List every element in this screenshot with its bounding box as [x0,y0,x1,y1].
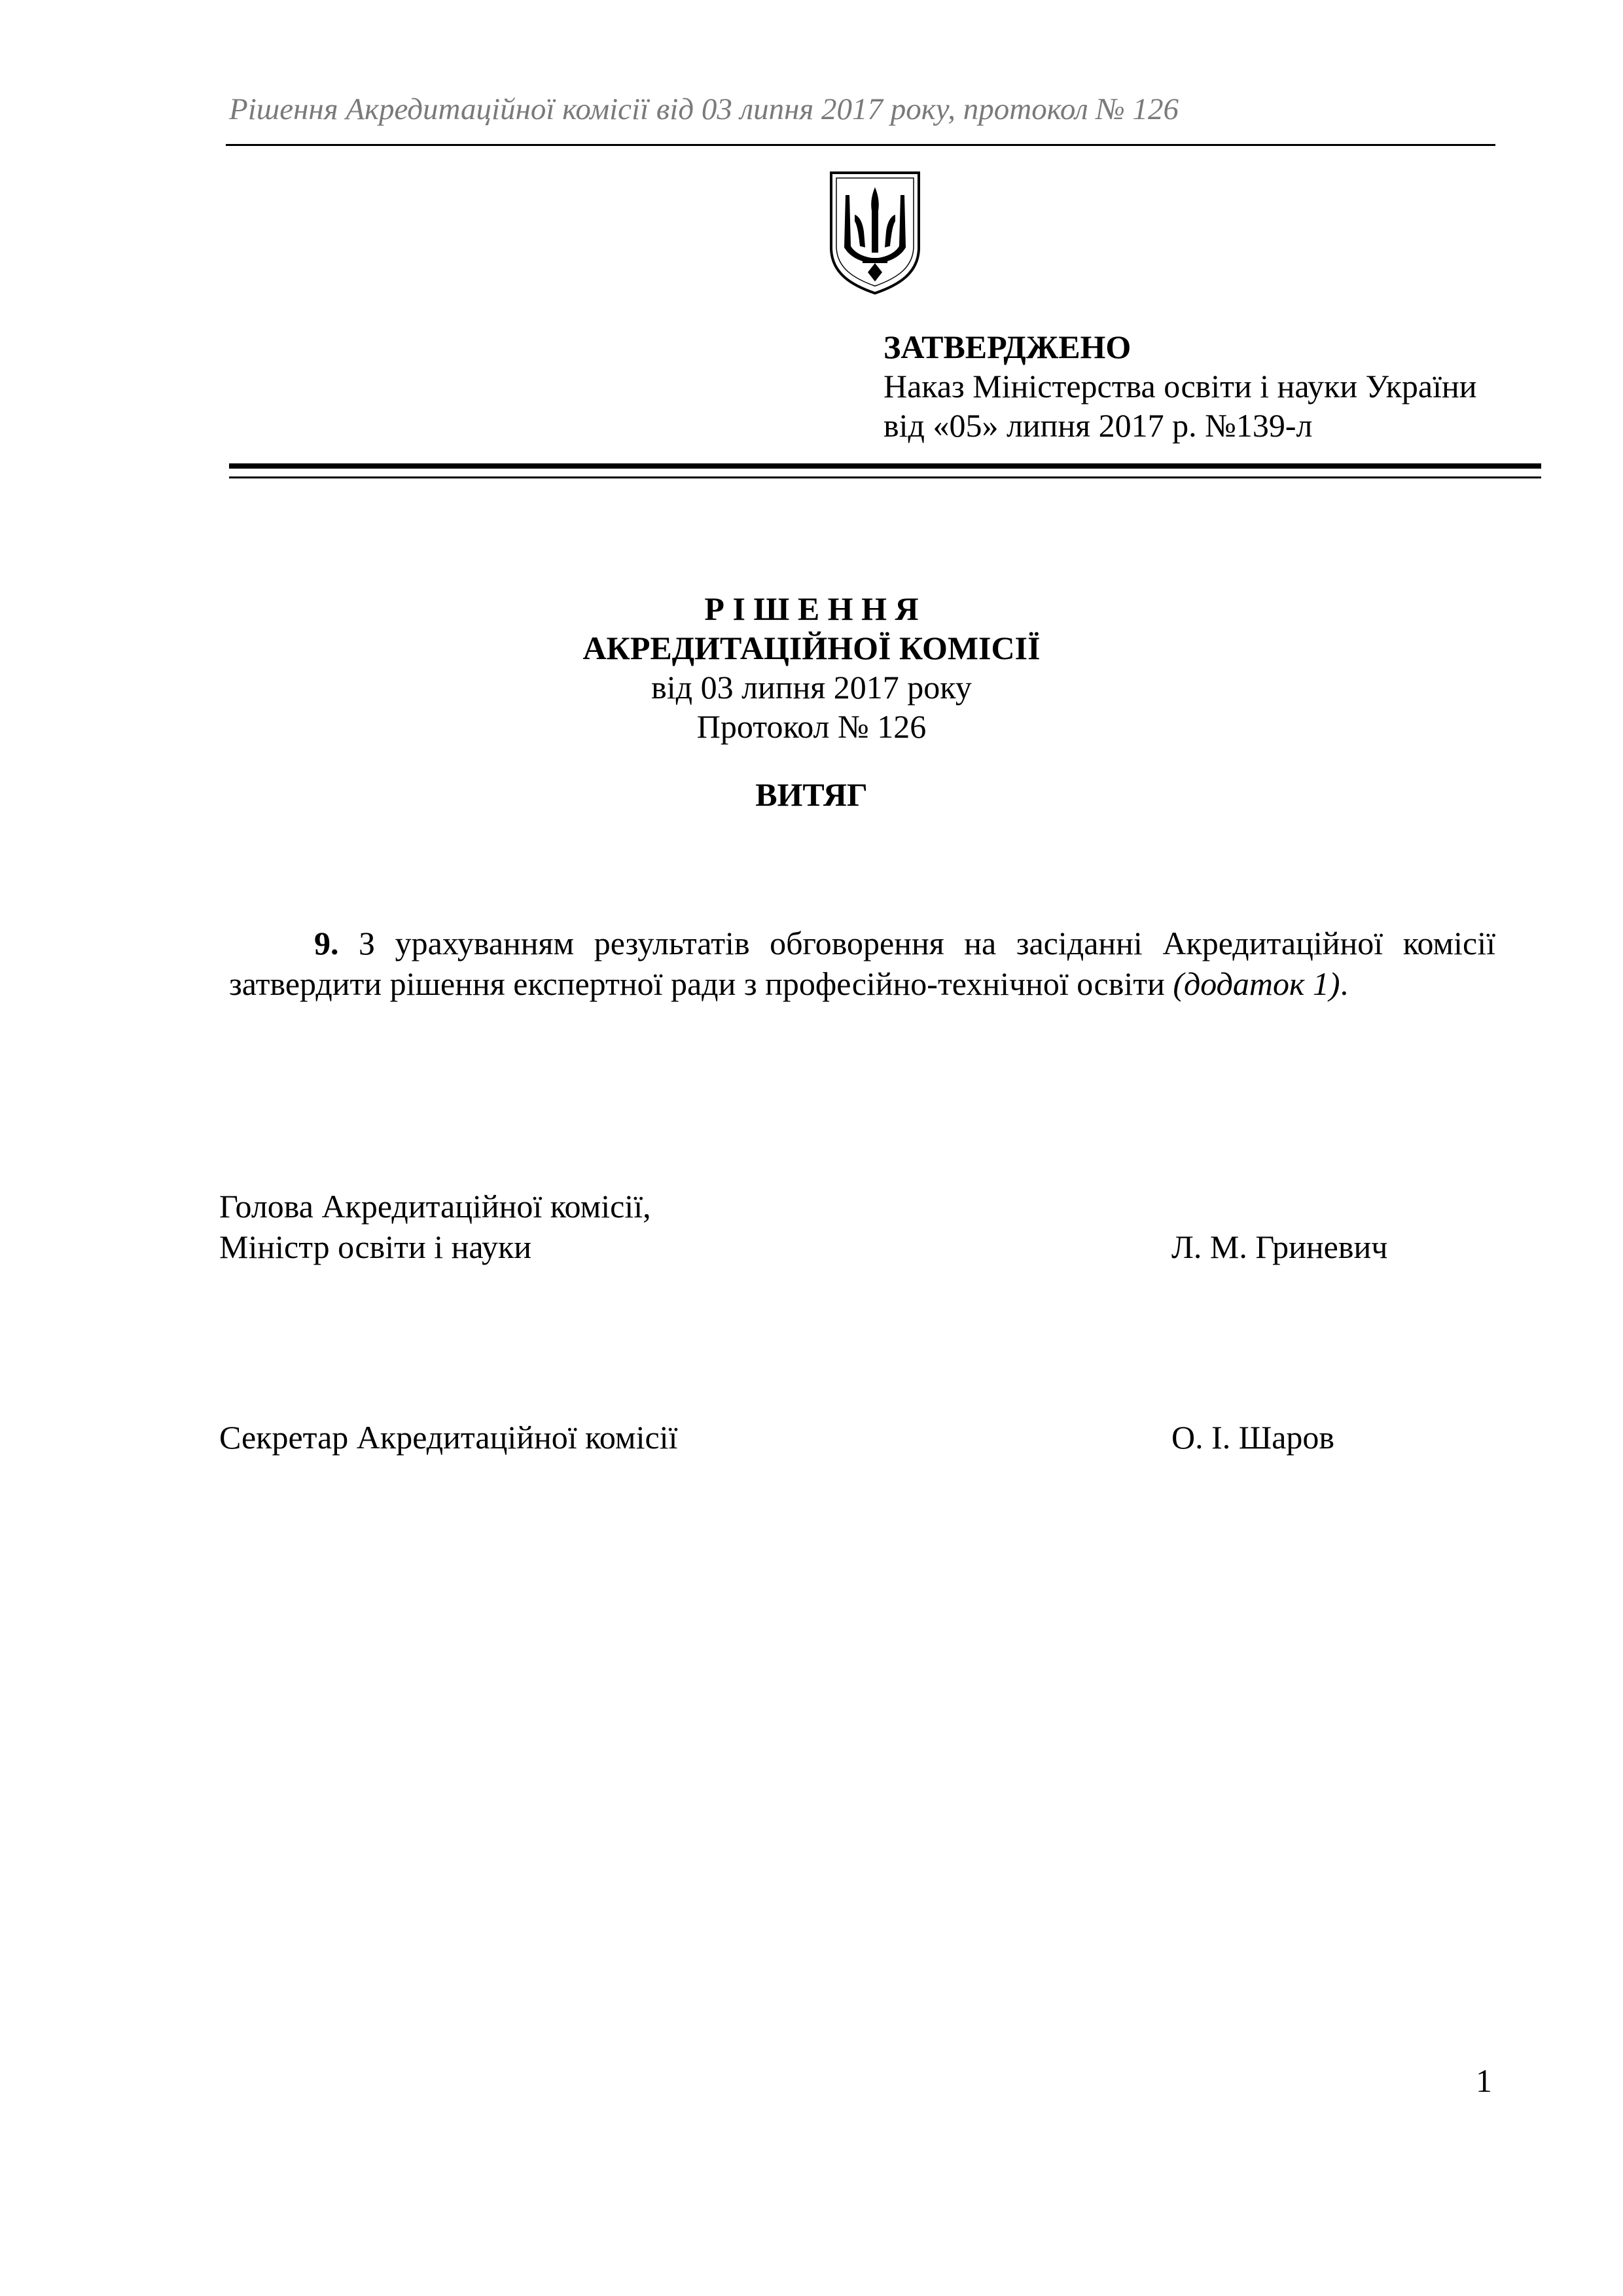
double-divider-thick [229,463,1541,469]
approval-title: ЗАТВЕРДЖЕНО [883,329,1132,365]
paragraph-annex: (додаток 1) [1173,965,1340,1002]
approval-date-line: від «05» липня 2017 р. №139-л [883,407,1313,444]
chair-name: Л. М. Гриневич [1171,1229,1388,1265]
decision-heading: Р І Ш Е Н Н Я [704,590,919,627]
approval-stamp-block [883,327,1477,445]
decision-heading-block [0,589,1623,746]
header-divider [226,144,1495,146]
running-header: Рішення Акредитаційної комісії від 03 липня 2017 року, протокол № 126 [229,92,1179,126]
decision-protocol: Протокол № 126 [696,708,927,745]
decision-body: АКРЕДИТАЦІЙНОЇ КОМІСІЇ [582,630,1041,666]
decision-paragraph [229,923,1495,1004]
secretary-name: О. І. Шаров [1171,1419,1334,1456]
page-number: 1 [1476,2062,1492,2099]
decision-date: від 03 липня 2017 року [651,669,972,706]
trident-coat-of-arms-icon [826,169,924,296]
chair-title-line1: Голова Акредитаційної комісії, [219,1188,651,1225]
chair-title-line2: Міністр освіти і науки [219,1229,532,1265]
extract-label: ВИТЯГ [755,776,868,813]
approval-order-line: Наказ Міністерства освіти і науки України [883,368,1477,404]
paragraph-text: З урахуванням результатів обговорення на засіданні Акредитаційної комісії затвердити рішення експертної ради з професійно-технічної освіти [229,925,1495,1002]
paragraph-number: 9. [314,925,339,961]
double-divider-thin [229,476,1541,478]
paragraph-end: . [1340,965,1349,1002]
secretary-title: Секретар Акредитаційної комісії [219,1419,678,1456]
